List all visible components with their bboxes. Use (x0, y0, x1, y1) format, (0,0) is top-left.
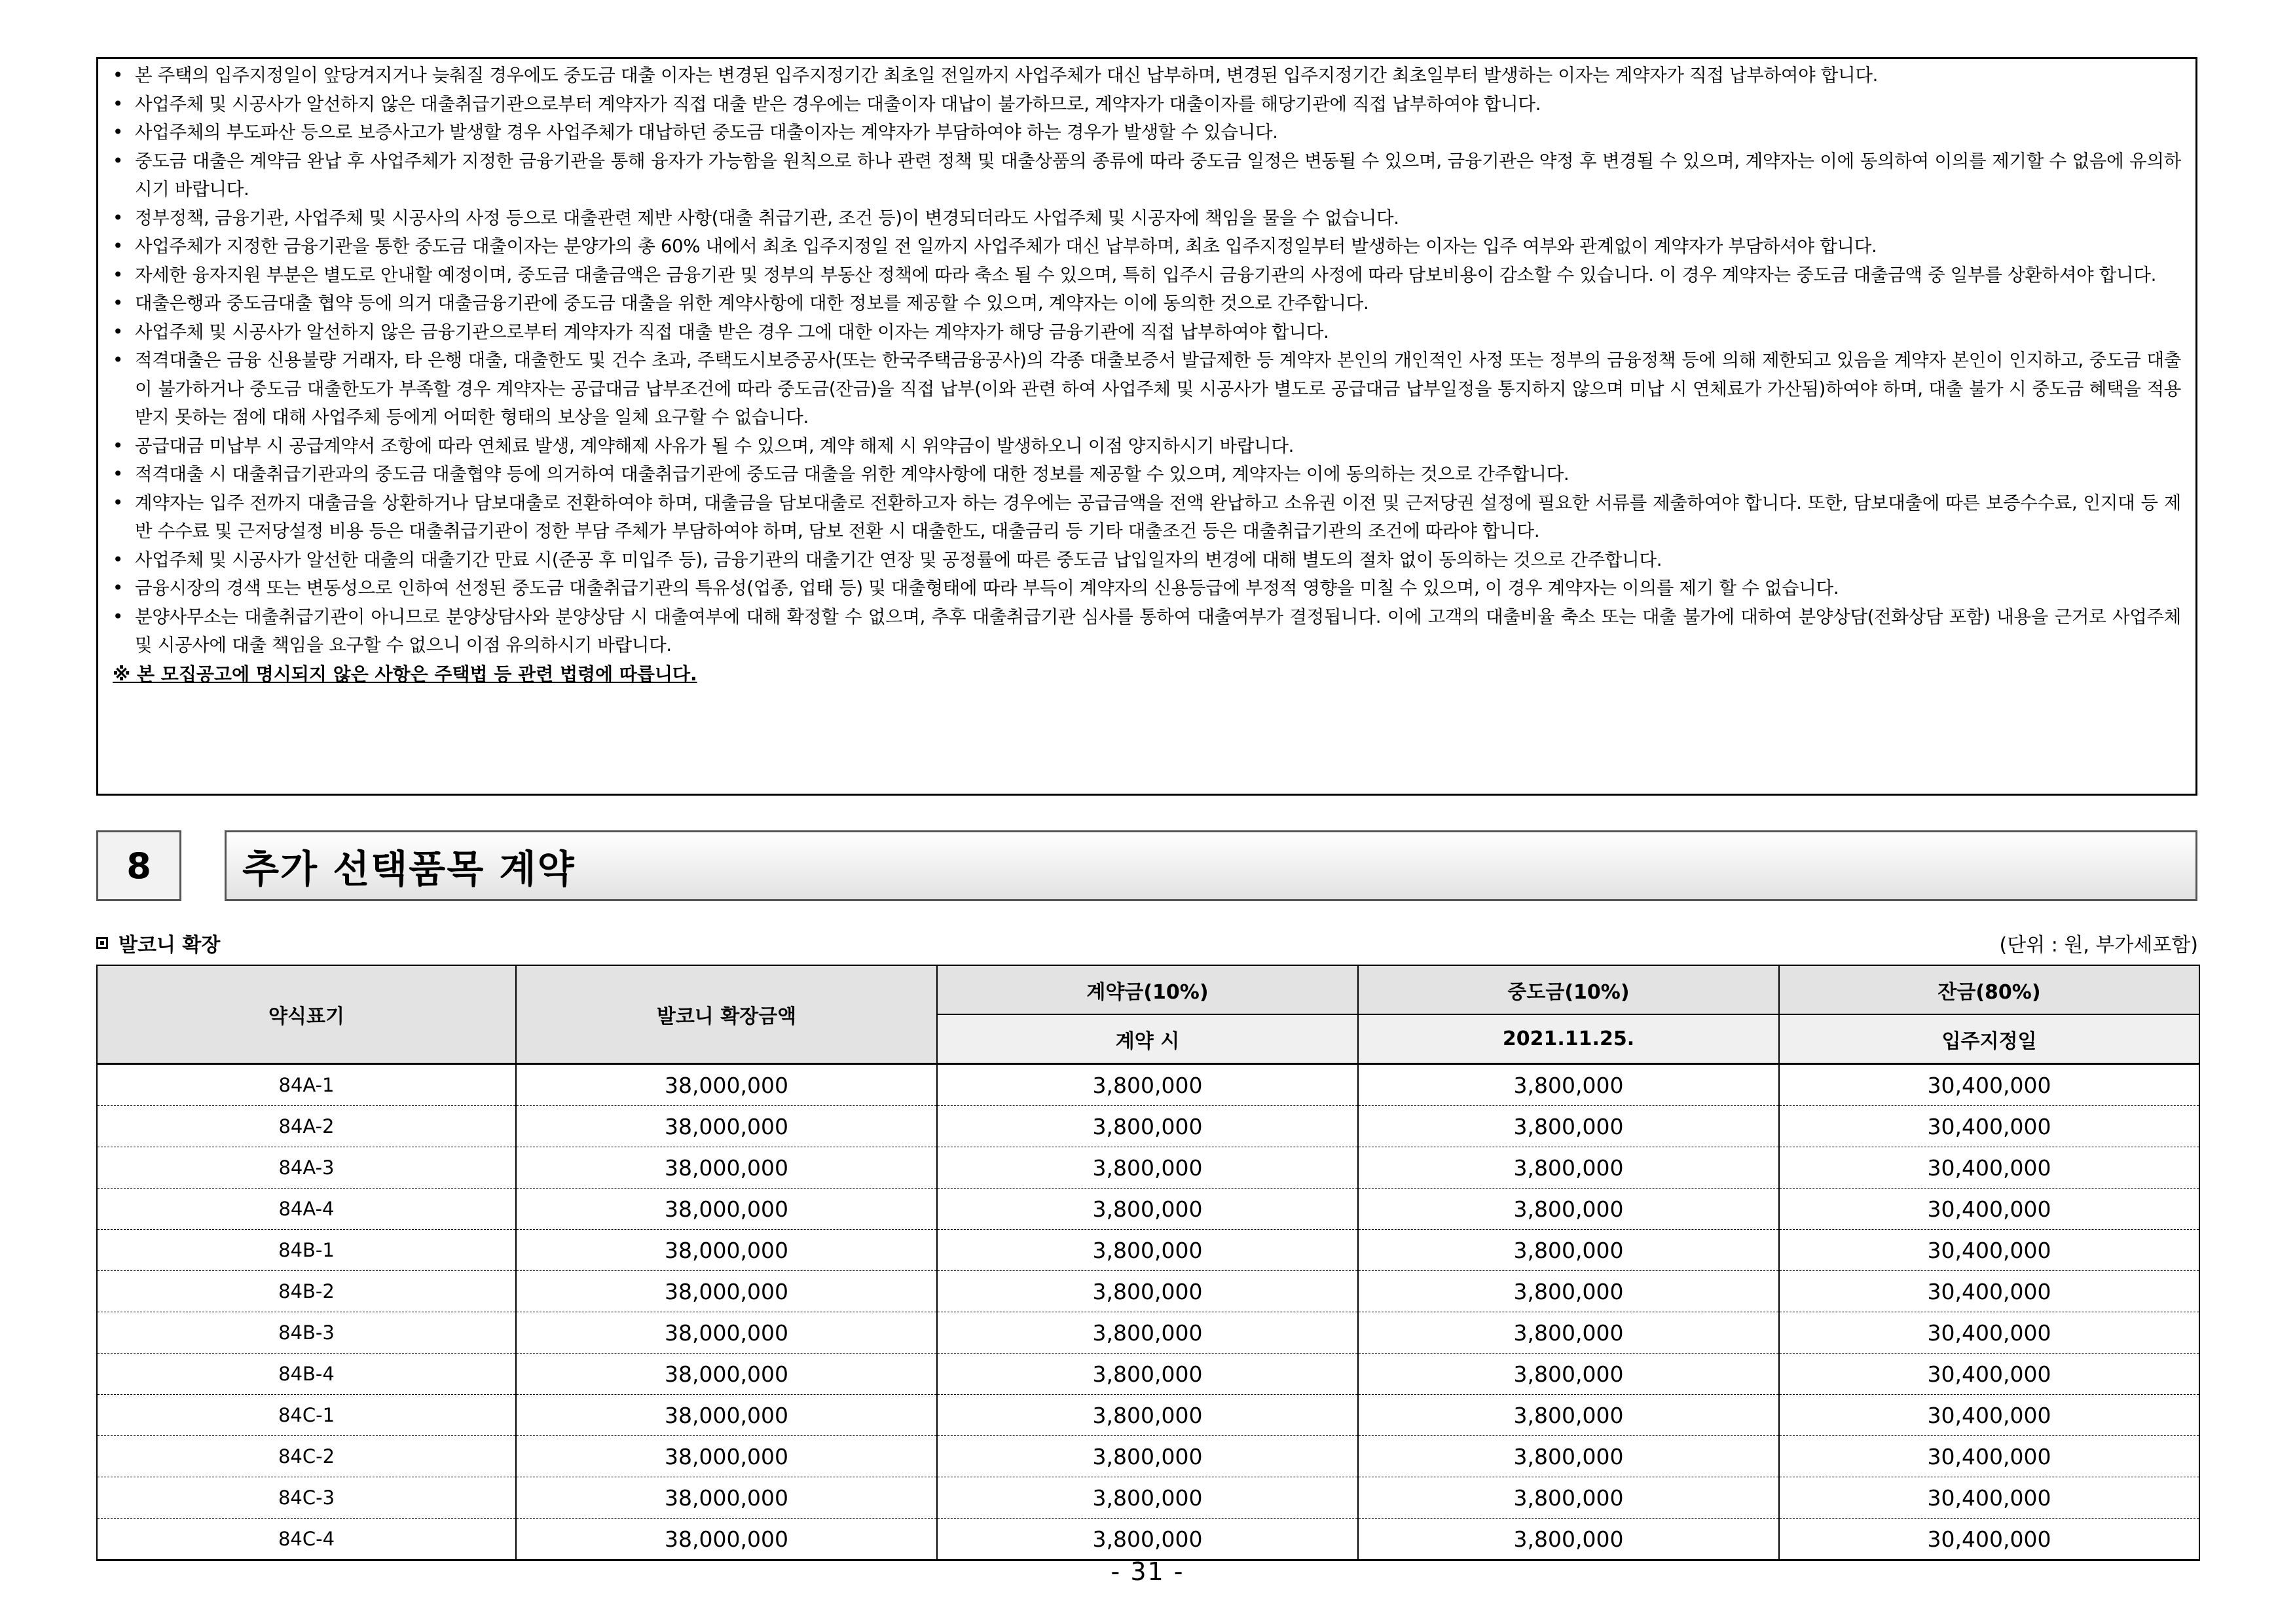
cell-deposit: 3,800,000 (937, 1436, 1358, 1477)
cell-type: 84A-4 (97, 1189, 516, 1230)
notice-item: • 사업주체 및 시공사가 알선하지 않은 대출취급기관으로부터 계약자가 직접 대출 받은 경우에는 대출이자 대납이 불가하므로, 계약자가 대출이자를 해당기관에 직접 납부하여야 합니다. (113, 90, 2181, 119)
cell-amount: 38,000,000 (516, 1147, 937, 1189)
notice-list (113, 62, 2181, 660)
notice-item: • 분양사무소는 대출취급기관이 아니므로 분양상담사와 분양상담 시 대출여부에 대해 확정할 수 없으며, 추후 대출취급기관 심사를 통하여 대출여부가 결정됩니다. 이에 고객의 대출비율 축소 또는 대출 불가에 대하여 분양상담(전화상담 포함) 내용을 근거로 사업주체 및 시공사에 대출 책임을 요구할 수 없으니 이점 유의하시기 바랍니다. (113, 603, 2181, 660)
section-number: 8 (96, 830, 181, 901)
notice-item: • 정부정책, 금융기관, 사업주체 및 시공사의 사정 등으로 대출관련 제반 사항(대출 취급기관, 조건 등)이 변경되더라도 사업주체 및 시공자에 책임을 물을 수 없습니다. (113, 204, 2181, 233)
cell-type: 84B-1 (97, 1230, 516, 1271)
cell-balance: 30,400,000 (1779, 1519, 2199, 1560)
table-row (97, 1519, 2199, 1560)
cell-balance: 30,400,000 (1779, 1271, 2199, 1312)
cell-middle: 3,800,000 (1358, 1271, 1779, 1312)
header-balance-when: 입주지정일 (1779, 1014, 2199, 1064)
cell-deposit: 3,800,000 (937, 1477, 1358, 1519)
notice-footer: ※ 본 모집공고에 명시되지 않은 사항은 주택법 등 관련 법령에 따릅니다. (113, 663, 697, 685)
notice-box (96, 57, 2197, 796)
cell-type: 84B-3 (97, 1312, 516, 1354)
table-row (97, 1064, 2199, 1106)
cell-balance: 30,400,000 (1779, 1395, 2199, 1436)
header-deposit-when: 계약 시 (937, 1014, 1358, 1064)
cell-amount: 38,000,000 (516, 1312, 937, 1354)
notice-item: • 적격대출은 금융 신용불량 거래자, 타 은행 대출, 대출한도 및 건수 초과, 주택도시보증공사(또는 한국주택금융공사)의 각종 대출보증서 발급제한 등 계약자 본인의 개인적인 사정 또는 정부의 금융정책 등에 의해 제한되고 있음을 계약자 본인이 인지하고, 중도금 대출이 불가하거나 중도금 대출한도가 부족할 경우 계약자는 공급대금 납부조건에 따라 중도금(잔금)을 직접 납부(이와 관련 하여 사업주체 및 시공사가 별도로 공급대금 납부일정을 통지하지 않으며 미납 시 연체료가 가산됨)하여야 하며, 대출 불가 시 중도금 혜택을 적용받지 못하는 점에 대해 사업주체 등에게 어떠한 형태의 보상을 일체 요구할 수 없습니다. (113, 346, 2181, 432)
cell-balance: 30,400,000 (1779, 1477, 2199, 1519)
header-balance: 잔금(80%) (1779, 965, 2199, 1014)
notice-item: • 적격대출 시 대출취급기관과의 중도금 대출협약 등에 의거하여 대출취급기관에 중도금 대출을 위한 계약사항에 대한 정보를 제공할 수 있으며, 계약자는 이에 동의하는 것으로 간주합니다. (113, 460, 2181, 489)
cell-deposit: 3,800,000 (937, 1189, 1358, 1230)
table-row (97, 1477, 2199, 1519)
cell-amount: 38,000,000 (516, 1395, 937, 1436)
cell-type: 84C-2 (97, 1436, 516, 1477)
header-deposit: 계약금(10%) (937, 965, 1358, 1014)
cell-balance: 30,400,000 (1779, 1230, 2199, 1271)
cell-middle: 3,800,000 (1358, 1106, 1779, 1147)
notice-item: • 중도금 대출은 계약금 완납 후 사업주체가 지정한 금융기관을 통해 융자가 가능함을 원칙으로 하나 관련 정책 및 대출상품의 종류에 따라 중도금 일정은 변동될 수 있으며, 금융기관은 약정 후 변경될 수 있으며, 계약자는 이에 동의하여 이의를 제기할 수 없음에 유의하시기 바랍니다. (113, 147, 2181, 204)
table-row (97, 1312, 2199, 1354)
cell-middle: 3,800,000 (1358, 1230, 1779, 1271)
cell-type: 84A-1 (97, 1064, 516, 1106)
cell-deposit: 3,800,000 (937, 1271, 1358, 1312)
notice-item: • 사업주체 및 시공사가 알선하지 않은 금융기관으로부터 계약자가 직접 대출 받은 경우 그에 대한 이자는 계약자가 해당 금융기관에 직접 납부하여야 합니다. (113, 318, 2181, 347)
cell-balance: 30,400,000 (1779, 1189, 2199, 1230)
cell-middle: 3,800,000 (1358, 1519, 1779, 1560)
cell-middle: 3,800,000 (1358, 1312, 1779, 1354)
cell-type: 84C-3 (97, 1477, 516, 1519)
cell-deposit: 3,800,000 (937, 1354, 1358, 1395)
balcony-heading (96, 929, 220, 957)
section-title: 추가 선택품목 계약 (225, 830, 2197, 901)
cell-balance: 30,400,000 (1779, 1436, 2199, 1477)
notice-item: • 금융시장의 경색 또는 변동성으로 인하여 선정된 중도금 대출취급기관의 특유성(업종, 업태 등) 및 대출형태에 따라 부득이 계약자의 신용등급에 부정적 영향을 미칠 수 있으며, 이 경우 계약자는 이의를 제기 할 수 없습니다. (113, 574, 2181, 603)
header-amount: 발코니 확장금액 (516, 965, 937, 1064)
cell-amount: 38,000,000 (516, 1106, 937, 1147)
cell-balance: 30,400,000 (1779, 1312, 2199, 1354)
cell-amount: 38,000,000 (516, 1230, 937, 1271)
cell-middle: 3,800,000 (1358, 1354, 1779, 1395)
cell-middle: 3,800,000 (1358, 1189, 1779, 1230)
table-row (97, 1230, 2199, 1271)
cell-type: 84A-3 (97, 1147, 516, 1189)
cell-type: 84A-2 (97, 1106, 516, 1147)
table-row (97, 1147, 2199, 1189)
table-row (97, 1354, 2199, 1395)
table-row (97, 1189, 2199, 1230)
cell-deposit: 3,800,000 (937, 1395, 1358, 1436)
cell-deposit: 3,800,000 (937, 1312, 1358, 1354)
cell-middle: 3,800,000 (1358, 1477, 1779, 1519)
cell-amount: 38,000,000 (516, 1271, 937, 1312)
balcony-price-table (96, 965, 2200, 1561)
table-row (97, 1271, 2199, 1312)
cell-balance: 30,400,000 (1779, 1106, 2199, 1147)
cell-deposit: 3,800,000 (937, 1106, 1358, 1147)
cell-middle: 3,800,000 (1358, 1147, 1779, 1189)
notice-item: • 사업주체가 지정한 금융기관을 통한 중도금 대출이자는 분양가의 총 60% 내에서 최초 입주지정일 전 일까지 사업주체가 대신 납부하며, 최초 입주지정일부터 발생하는 이자는 입주 여부와 관계없이 계약자가 부담하셔야 합니다. (113, 232, 2181, 261)
cell-amount: 38,000,000 (516, 1189, 937, 1230)
notice-item: • 대출은행과 중도금대출 협약 등에 의거 대출금융기관에 중도금 대출을 위한 계약사항에 대한 정보를 제공할 수 있으며, 계약자는 이에 동의한 것으로 간주합니다. (113, 289, 2181, 318)
cell-deposit: 3,800,000 (937, 1230, 1358, 1271)
cell-amount: 38,000,000 (516, 1436, 937, 1477)
cell-amount: 38,000,000 (516, 1519, 937, 1560)
cell-balance: 30,400,000 (1779, 1354, 2199, 1395)
cell-balance: 30,400,000 (1779, 1064, 2199, 1106)
cell-balance: 30,400,000 (1779, 1147, 2199, 1189)
table-row (97, 1395, 2199, 1436)
cell-amount: 38,000,000 (516, 1477, 937, 1519)
cell-type: 84B-2 (97, 1271, 516, 1312)
cell-middle: 3,800,000 (1358, 1064, 1779, 1106)
table-row (97, 1106, 2199, 1147)
table-row (97, 1436, 2199, 1477)
notice-item: • 사업주체의 부도파산 등으로 보증사고가 발생할 경우 사업주체가 대납하던 중도금 대출이자는 계약자가 부담하여야 하는 경우가 발생할 수 있습니다. (113, 119, 2181, 147)
balcony-heading-label: 발코니 확장 (119, 934, 221, 957)
cell-middle: 3,800,000 (1358, 1436, 1779, 1477)
cell-middle: 3,800,000 (1358, 1395, 1779, 1436)
page-number: - 31 - (1111, 1557, 1184, 1586)
cell-deposit: 3,800,000 (937, 1064, 1358, 1106)
cell-amount: 38,000,000 (516, 1354, 937, 1395)
header-middle-when: 2021.11.25. (1358, 1014, 1779, 1064)
cell-type: 84B-4 (97, 1354, 516, 1395)
cell-deposit: 3,800,000 (937, 1147, 1358, 1189)
cell-amount: 38,000,000 (516, 1064, 937, 1106)
notice-item: • 본 주택의 입주지정일이 앞당겨지거나 늦춰질 경우에도 중도금 대출 이자는 변경된 입주지정기간 최초일 전일까지 사업주체가 대신 납부하며, 변경된 입주지정기간 최초일부터 발생하는 이자는 계약자가 직접 납부하여야 합니다. (113, 62, 2181, 90)
notice-item: • 공급대금 미납부 시 공급계약서 조항에 따라 연체료 발생, 계약해제 사유가 될 수 있으며, 계약 해제 시 위약금이 발생하오니 이점 양지하시기 바랍니다. (113, 432, 2181, 461)
unit-note: (단위 : 원, 부가세포함) (1999, 934, 2198, 957)
cell-type: 84C-4 (97, 1519, 516, 1560)
header-middle: 중도금(10%) (1358, 965, 1779, 1014)
cell-type: 84C-1 (97, 1395, 516, 1436)
notice-item: • 사업주체 및 시공사가 알선한 대출의 대출기간 만료 시(준공 후 미입주 등), 금융기관의 대출기간 연장 및 공정률에 따른 중도금 납입일자의 변경에 대해 별도의 절차 없이 동의하는 것으로 간주합니다. (113, 546, 2181, 575)
notice-item: • 자세한 융자지원 부분은 별도로 안내할 예정이며, 중도금 대출금액은 금융기관 및 정부의 부동산 정책에 따라 축소 될 수 있으며, 특히 입주시 금융기관의 사정에 따라 담보비용이 감소할 수 있습니다. 이 경우 계약자는 중도금 대출금액 중 일부를 상환하셔야 합니다. (113, 261, 2181, 290)
square-bullet-icon (96, 937, 108, 949)
notice-item: • 계약자는 입주 전까지 대출금을 상환하거나 담보대출로 전환하여야 하며, 대출금을 담보대출로 전환하고자 하는 경우에는 공급금액을 전액 완납하고 소유권 이전 및 근저당권 설정에 필요한 서류를 제출하여야 합니다. 또한, 담보대출에 따른 보증수수료, 인지대 등 제반 수수료 및 근저당설정 비용 등은 대출취급기관이 정한 부담 주체가 부담하여야 하며, 담보 전환 시 대출한도, 대출금리 등 기타 대출조건 등은 대출취급기관의 조건에 따라야 합니다. (113, 489, 2181, 546)
header-type: 약식표기 (97, 965, 516, 1064)
cell-deposit: 3,800,000 (937, 1519, 1358, 1560)
